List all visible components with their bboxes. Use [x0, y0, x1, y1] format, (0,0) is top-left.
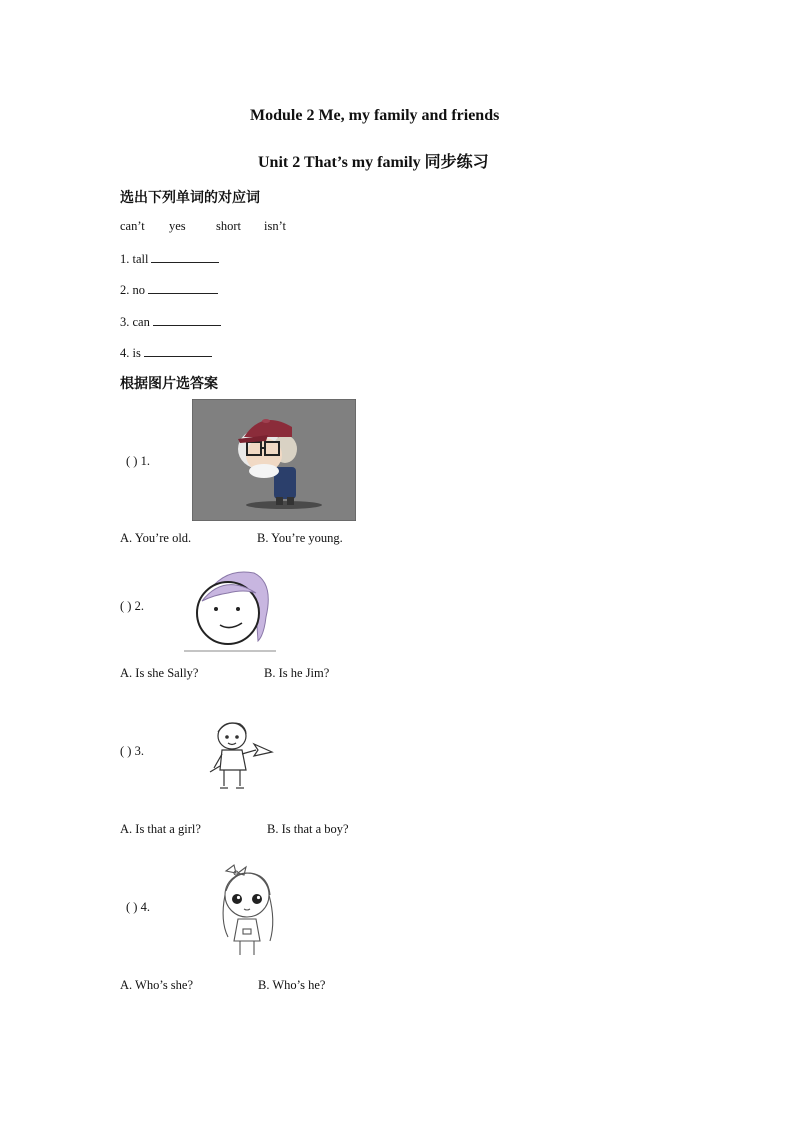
- section-heading-matching: 选出下列单词的对应词: [120, 190, 260, 206]
- match-item-label: 1. tall: [120, 252, 149, 266]
- option-a-2[interactable]: A. Is she Sally?: [120, 666, 199, 680]
- smiling-girl-face-picture: [184, 567, 280, 655]
- question-prompt-4: ( ) 4.: [126, 900, 150, 914]
- option-b-4[interactable]: B. Who’s he?: [258, 978, 326, 992]
- word-bank-item: can’t: [120, 219, 145, 233]
- match-item-1: [120, 250, 219, 267]
- boy-with-paper-plane-picture: [206, 716, 276, 792]
- option-a-3[interactable]: A. Is that a girl?: [120, 822, 201, 836]
- match-item-label: 4. is: [120, 346, 141, 360]
- option-a-4[interactable]: A. Who’s she?: [120, 978, 194, 992]
- old-man-with-cap-picture: [192, 399, 356, 521]
- option-b-3[interactable]: B. Is that a boy?: [267, 822, 349, 836]
- word-bank-item: yes: [169, 219, 186, 233]
- option-b-1[interactable]: B. You’re young.: [257, 531, 343, 545]
- word-bank: [120, 219, 145, 234]
- section-heading-pictures: 根据图片选答案: [120, 376, 218, 392]
- word-bank-item: isn’t: [264, 219, 286, 233]
- option-a-1[interactable]: A. You’re old.: [120, 531, 192, 545]
- match-item-3: [120, 313, 221, 330]
- question-prompt-1: ( ) 1.: [126, 454, 150, 468]
- match-item-4: [120, 344, 212, 361]
- option-b-2[interactable]: B. Is he Jim?: [264, 666, 330, 680]
- answer-blank[interactable]: [148, 281, 218, 294]
- answer-blank[interactable]: [153, 313, 221, 326]
- word-bank-item: short: [216, 219, 241, 233]
- answer-blank[interactable]: [144, 344, 212, 357]
- page-title: Module 2 Me, my family and friends: [250, 107, 500, 124]
- answer-blank[interactable]: [151, 250, 219, 263]
- match-item-2: [120, 281, 218, 298]
- question-prompt-3: ( ) 3.: [120, 744, 144, 758]
- match-item-label: 2. no: [120, 283, 145, 297]
- girl-with-bow-picture: [216, 861, 278, 959]
- question-prompt-2: ( ) 2.: [120, 599, 144, 613]
- match-item-label: 3. can: [120, 315, 150, 329]
- page-subtitle: Unit 2 That’s my family 同步练习: [258, 154, 489, 171]
